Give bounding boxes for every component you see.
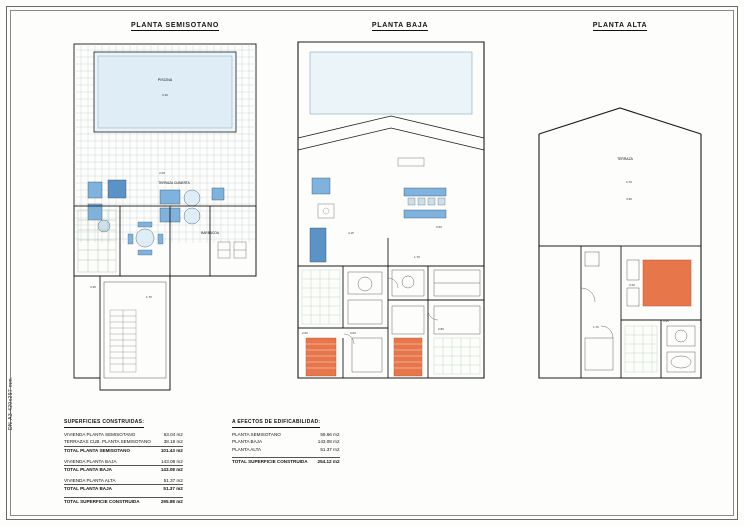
stairs-baja (306, 338, 422, 376)
dim-pool: 6.30 (162, 93, 168, 97)
label-piscina: PISCINA (157, 78, 173, 82)
dim-semisotano-a: 3.35 (90, 285, 96, 289)
plan-title-alta: PLANTA ALTA (592, 22, 648, 29)
table-row: TOTAL PLANTA BAJA 143.08 m2 (64, 467, 183, 473)
dim-terraza: 6.70 (626, 180, 632, 184)
dim-baja-a: 3.60 (436, 225, 442, 229)
dim-baja-d: 2.80 (438, 327, 444, 331)
table-row: TOTAL SUPERFICIE CONSTRUIDA 295.88 m2 (64, 498, 183, 504)
table-row: TERRAZAS CUB. PLANTA SEMISOTANO 38.19 m2 (64, 439, 183, 445)
dim-terrace-1: 2.00 (159, 171, 165, 175)
label-terraza: TERRAZA (617, 157, 633, 161)
table-row: PLANTA SEMISOTANO 59.66 m2 (232, 432, 340, 438)
table-edificability-heading: A EFECTOS DE EDIFICABILIDAD: (232, 419, 320, 428)
table-row: PLANTA ALTA 51.37 m2 (232, 446, 340, 452)
floorplan-baja (288, 38, 493, 388)
table-built-areas (64, 418, 224, 505)
dim-baja-c: 1.70 (414, 255, 420, 259)
dim-baja-f: 2.60 (302, 331, 308, 335)
label-barbacoa: BARBACOA (201, 231, 219, 235)
sheet-format-code: DN-A3-420x297 mm. (8, 376, 14, 430)
dim-alta-b: 1.70 (593, 325, 599, 329)
furniture-group-dining (128, 222, 163, 255)
table-row: TOTAL PLANTA SEMISOTANO 101.43 m2 (64, 447, 183, 453)
dim-alta-a: 3.20 (629, 283, 635, 287)
plan-title-baja: PLANTA BAJA (371, 22, 429, 29)
table-row: TOTAL PLANTA BAJA 51.37 m2 (64, 486, 183, 492)
table-row: VIVIENDA PLANTA SEMISOTANO 63.04 m2 (64, 432, 183, 438)
table-row: PLANTA BAJA 143.08 m2 (232, 439, 340, 445)
furniture-group-living (310, 158, 446, 262)
label-terraza-cubierta: TERRAZA CUBIERTA (158, 181, 190, 185)
dim-terraza-2: 3.90 (626, 197, 632, 201)
table-row: TOTAL SUPERFICIE CONSTRUIDA 254.12 m2 (232, 458, 340, 464)
bed-block (643, 260, 691, 306)
table-row: VIVIENDA PLANTA ALTA 51.37 m2 (64, 478, 183, 484)
table-edificability (232, 418, 382, 465)
floorplan-semisotano (60, 38, 290, 398)
table-built-heading: SUPERFICIES CONSTRUIDAS: (64, 419, 144, 428)
floorplan-alta (525, 38, 715, 388)
stairs-semisotano (110, 310, 136, 372)
table-row: VIVIENDA PLANTA BAJA 143.08 m2 (64, 458, 183, 464)
dim-semisotano-b: 1.70 (146, 295, 152, 299)
dim-alta-c: 0.95 (663, 319, 669, 323)
dim-baja-e: 3.00 (350, 331, 356, 335)
dim-baja-b: 4.15 (348, 231, 354, 235)
plan-title-semisotano: PLANTA SEMISOTANO (131, 22, 219, 29)
